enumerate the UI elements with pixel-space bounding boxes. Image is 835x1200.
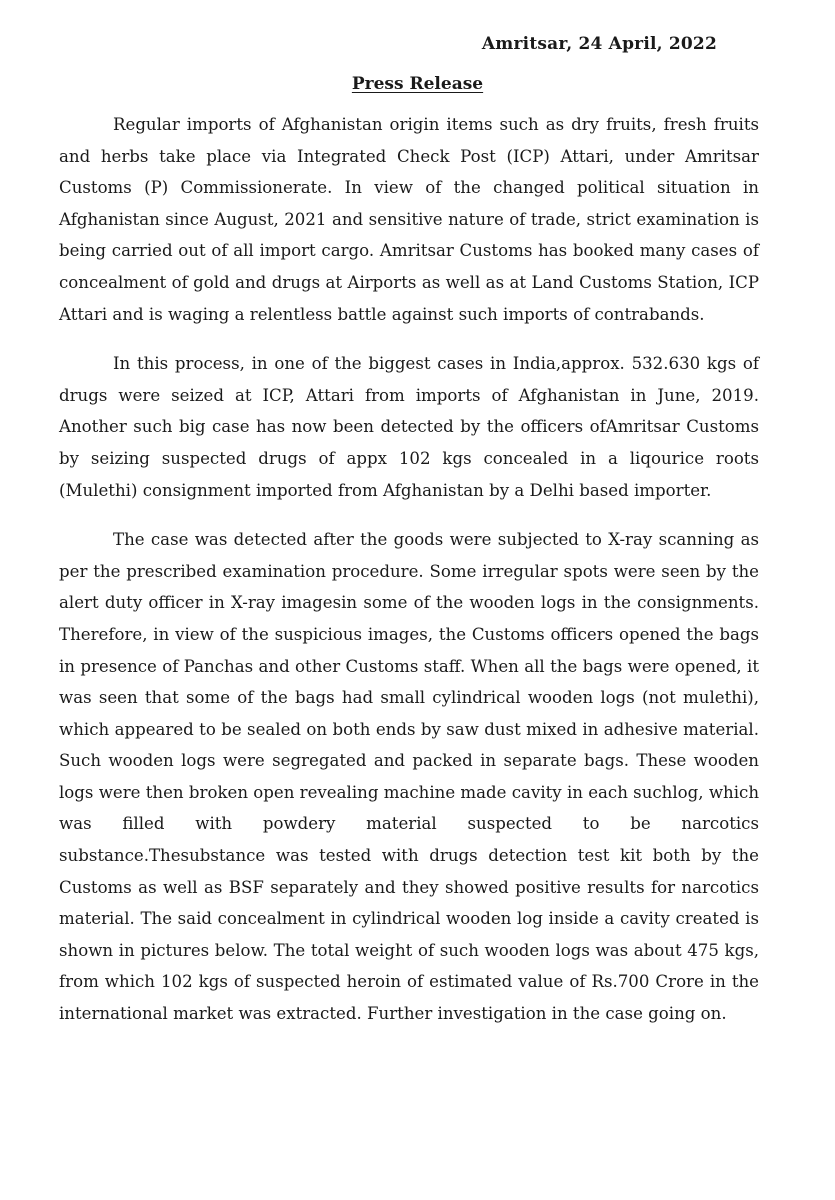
paragraph-seizure-history: In this process, in one of the biggest cases in India,approx. 532.630 kgs of drugs were seized at ICP, Attari from imports of Afghanistan in June, 2019. Another such big case has now been detected by the officers ofAmritsar Customs by seizing suspected drugs of appx 102 kgs concealed in a liqourice roots (Mulethi) consignment imported from Afghanistan by a Delhi based importer. — [59, 354, 759, 500]
dateline: Amritsar, 24 April, 2022 — [481, 34, 717, 54]
paragraph-intro: Regular imports of Afghanistan origin items such as dry fruits, fresh fruits and herbs take place via Integrated Check Post (ICP) Attari, under Amritsar Customs (P) Commissionerate. In view of the changed political situation in Afghanistan since August, 2021 and sensitive nature of trade, strict examination is being carried out of all import cargo. Amritsar Customs has booked many cases of concealment of gold and drugs at Airports as well as at Land Customs Station, ICP Attari and is waging a relentless battle against such imports of contrabands. — [59, 115, 759, 324]
document-title: Press Release — [351, 74, 484, 94]
paragraph-case-details: The case was detected after the goods were subjected to X-ray scanning as per the prescribed examination procedure. Some irregular spots were seen by the alert duty officer in X-ray imagesin some of the wooden logs in the consignments. Therefore, in view of the suspicious images, the Customs officers opened the bags in presence of Panchas and other Customs staff. When all the bags were opened, it was seen that some of the bags had small cylindrical wooden logs (not mulethi), which appeared to be sealed on both ends by saw dust mixed in adhesive material. Such wooden logs were segregated and packed in separate bags. These wooden logs were then broken open revealing machine made cavity in each suchlog, which was filled with powdery material suspected to be narcotics substance.Thesubstance was tested with drugs detection test kit both by the Customs as well as BSF separately and they showed positive results for narcotics material. The said concealment in cylindrical wooden log inside a cavity created is shown in pictures below. The total weight of such wooden logs was about 475 kgs, from which 102 kgs of suspected heroin of estimated value of Rs.700 Crore in the international market was extracted. Further investigation in the case going on. — [59, 530, 760, 1024]
document-body — [59, 109, 759, 1030]
